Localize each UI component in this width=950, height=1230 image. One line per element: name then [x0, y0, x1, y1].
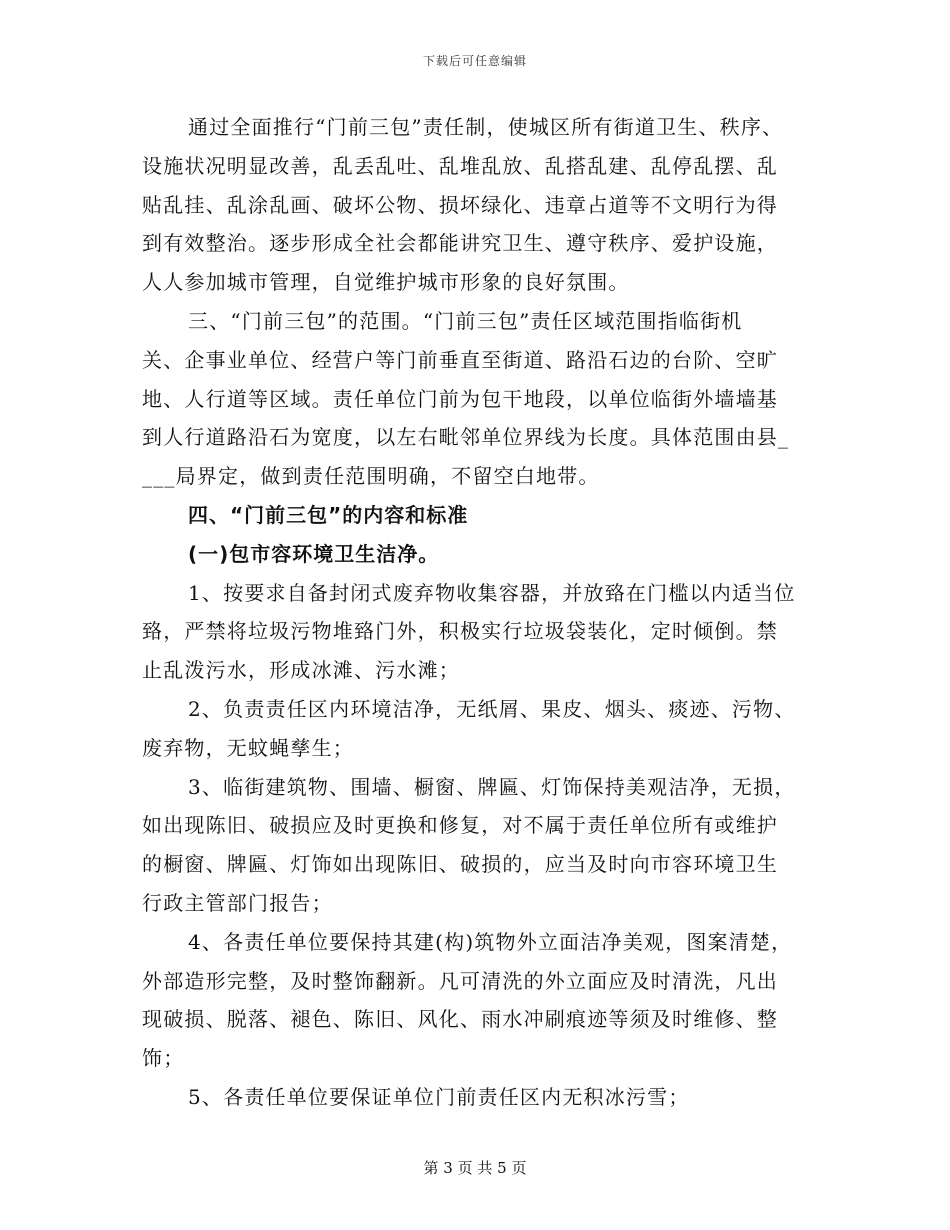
body-text-line: 臵，严禁将垃圾污物堆臵门外，积极实行垃圾袋装化，定时倾倒。禁 — [142, 619, 778, 644]
body-text-line: 地、人行道等区域。责任单位门前为包干地段，以单位临街外墙墙基 — [142, 386, 778, 411]
body-text-line: 通过全面推行“门前三包”责任制，使城区所有街道卫生、秩序、 — [188, 115, 784, 139]
body-text-line: 行政主管部门报告； — [142, 890, 333, 915]
body-text-line: 现破损、脱落、褪色、陈旧、风化、雨水冲刷痕迹等须及时维修、整 — [142, 1007, 778, 1032]
body-text-line: 1、按要求自备封闭式废弃物收集容器，并放臵在门槛以内适当位 — [188, 580, 796, 605]
body-text-line: 5、各责任单位要保证单位门前责任区内无积冰污雪； — [188, 1084, 690, 1109]
body-text-line: 3、临街建筑物、围墙、橱窗、牌匾、灯饰保持美观洁净，无损， — [188, 774, 796, 799]
body-text-line: ___局界定，做到责任范围明确，不留空白地带。 — [142, 464, 600, 489]
section-heading-line: 四、“门前三包”的内容和标准 — [188, 502, 469, 527]
body-text-line: 外部造形完整，及时整饰翻新。凡可清洗的外立面应及时清洗，凡出 — [142, 968, 778, 993]
body-text-line: 如出现陈旧、破损应及时更换和修复，对不属于责任单位所有或维护 — [142, 813, 778, 838]
body-text-line: 2、负责责任区内环境洁净，无纸屑、果皮、烟头、痰迹、污物、 — [188, 696, 796, 721]
body-text-line: 4、各责任单位要保持其建(构)筑物外立面洁净美观，图案清楚， — [188, 929, 793, 954]
body-text-line: 饰； — [142, 1046, 185, 1071]
body-text-line: 废弃物，无蚊蝇孳生； — [142, 735, 354, 760]
document-body — [142, 108, 812, 1117]
body-text-line: 到人行道路沿石为宽度，以左右毗邻单位界线为长度。具体范围由县_ — [142, 425, 790, 450]
body-text-line: 设施状况明显改善，乱丢乱吐、乱堆乱放、乱搭乱建、乱停乱摆、乱 — [142, 153, 778, 178]
body-text-line: 人人参加城市管理，自觉维护城市形象的良好氛围。 — [142, 270, 630, 295]
body-text-line: 的橱窗、牌匾、灯饰如出现陈旧、破损的，应当及时向市容环境卫生 — [142, 852, 778, 877]
body-text-line: 三、“门前三包”的范围。“门前三包”责任区域范围指临街机 — [188, 308, 743, 333]
body-text-line: 到有效整治。逐步形成全社会都能讲究卫生、遵守秩序、爱护设施， — [142, 231, 778, 256]
page-header: 下载后可任意编辑 — [422, 54, 527, 68]
section-heading-line: (一)包市容环境卫生洁净。 — [188, 541, 440, 566]
body-text-line: 关、企事业单位、经营户等门前垂直至街道、路沿石边的台阶、空旷 — [142, 347, 778, 372]
body-text-line: 贴乱挂、乱涂乱画、破坏公物、损坏绿化、违章占道等不文明行为得 — [142, 192, 778, 217]
body-text-line: 止乱泼污水，形成冰滩、污水滩； — [142, 658, 460, 683]
page-footer: 第 3 页 共 5 页 — [423, 1159, 527, 1177]
